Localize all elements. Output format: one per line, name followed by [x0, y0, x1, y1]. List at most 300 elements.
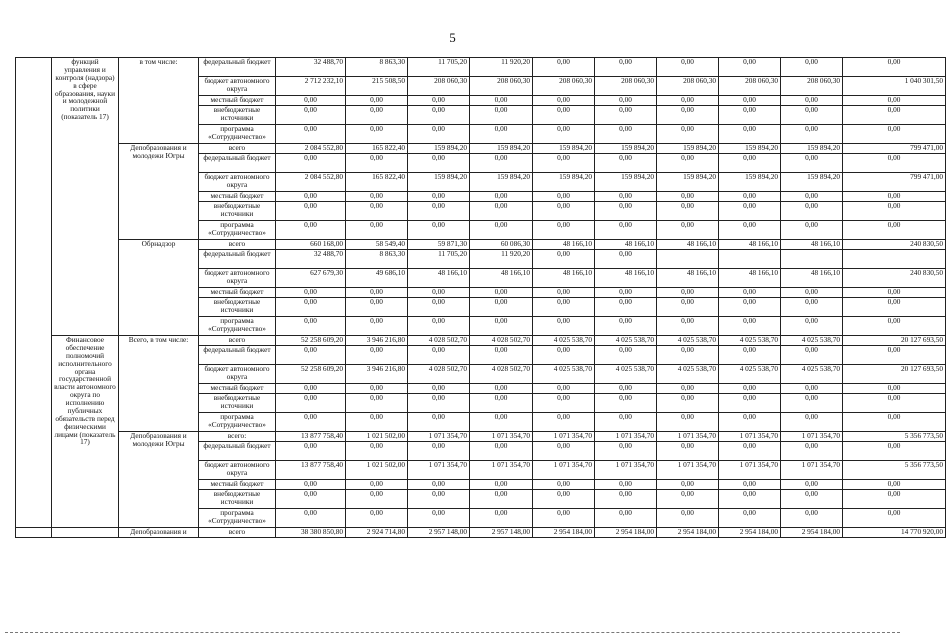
amount-cell: 0,00 [657, 154, 719, 173]
executor-cell: Депобразования и [119, 528, 199, 538]
amount-cell: 1 071 354,70 [781, 461, 843, 480]
amount-cell: 0,00 [657, 298, 719, 317]
amount-cell: 660 168,00 [276, 240, 346, 250]
amount-cell: 0,00 [843, 221, 946, 240]
amount-cell: 48 166,10 [657, 240, 719, 250]
amount-cell: 0,00 [408, 221, 470, 240]
amount-cell: 159 894,20 [657, 173, 719, 192]
amount-cell: 0,00 [408, 442, 470, 461]
amount-cell: 0,00 [346, 509, 408, 528]
amount-cell: 0,00 [595, 384, 657, 394]
amount-cell: 159 894,20 [533, 144, 595, 154]
amount-cell: 14 770 920,00 [843, 528, 946, 538]
amount-cell: 0,00 [719, 202, 781, 221]
amount-cell: 208 060,30 [595, 77, 657, 96]
amount-cell: 0,00 [657, 394, 719, 413]
amount-cell: 0,00 [276, 192, 346, 202]
amount-cell: 48 166,10 [533, 240, 595, 250]
amount-cell: 0,00 [657, 106, 719, 125]
funding-source-cell: всего [199, 144, 276, 154]
amount-cell: 0,00 [843, 202, 946, 221]
amount-cell: 0,00 [781, 96, 843, 106]
amount-cell: 0,00 [843, 288, 946, 298]
amount-cell: 0,00 [595, 394, 657, 413]
amount-cell: 52 258 609,20 [276, 336, 346, 346]
amount-cell: 0,00 [595, 413, 657, 432]
amount-cell: 0,00 [657, 288, 719, 298]
amount-cell: 0,00 [408, 490, 470, 509]
amount-cell: 0,00 [719, 442, 781, 461]
amount-cell: 0,00 [533, 509, 595, 528]
amount-cell: 0,00 [843, 346, 946, 365]
activity-name-cell: Финансовое обеспечение полномочий исполнительного органа государственной власти автономного округа по исполнению публичных обязательств перед физическими лицами (показатель 17) [52, 336, 119, 528]
amount-cell: 0,00 [346, 125, 408, 144]
amount-cell: 0,00 [346, 202, 408, 221]
amount-cell: 240 830,50 [843, 240, 946, 250]
amount-cell: 0,00 [533, 221, 595, 240]
amount-cell: 0,00 [533, 480, 595, 490]
amount-cell: 1 071 354,70 [595, 432, 657, 442]
amount-cell: 48 166,10 [408, 269, 470, 288]
amount-cell: 0,00 [408, 413, 470, 432]
amount-cell: 0,00 [781, 202, 843, 221]
amount-cell: 0,00 [408, 384, 470, 394]
amount-cell: 0,00 [595, 106, 657, 125]
amount-cell: 0,00 [533, 125, 595, 144]
amount-cell: 4 025 538,70 [657, 336, 719, 346]
amount-cell: 0,00 [533, 442, 595, 461]
amount-cell: 0,00 [276, 413, 346, 432]
amount-cell: 0,00 [595, 317, 657, 336]
amount-cell: 159 894,20 [781, 144, 843, 154]
amount-cell: 0,00 [843, 480, 946, 490]
amount-cell: 0,00 [657, 442, 719, 461]
amount-cell: 0,00 [346, 154, 408, 173]
amount-cell: 0,00 [276, 154, 346, 173]
amount-cell: 0,00 [408, 202, 470, 221]
amount-cell: 1 071 354,70 [781, 432, 843, 442]
amount-cell: 1 071 354,70 [533, 432, 595, 442]
funding-source-cell: внебюджетные источники [199, 394, 276, 413]
amount-cell: 0,00 [719, 509, 781, 528]
funding-source-cell: бюджет автономного округа [199, 77, 276, 96]
amount-cell: 0,00 [843, 298, 946, 317]
amount-cell: 0,00 [843, 154, 946, 173]
amount-cell: 0,00 [781, 413, 843, 432]
amount-cell: 58 549,40 [346, 240, 408, 250]
amount-cell: 60 086,30 [470, 240, 533, 250]
executor-cell: Обрнадзор [119, 240, 199, 336]
amount-cell: 0,00 [470, 394, 533, 413]
amount-cell: 0,00 [719, 221, 781, 240]
amount-cell: 0,00 [470, 384, 533, 394]
amount-cell: 0,00 [781, 384, 843, 394]
amount-cell: 0,00 [346, 192, 408, 202]
amount-cell: 0,00 [781, 298, 843, 317]
amount-cell: 0,00 [408, 125, 470, 144]
amount-cell: 0,00 [470, 154, 533, 173]
amount-cell: 0,00 [843, 96, 946, 106]
amount-cell: 0,00 [719, 413, 781, 432]
amount-cell: 0,00 [595, 442, 657, 461]
amount-cell: 0,00 [533, 202, 595, 221]
amount-cell: 0,00 [470, 317, 533, 336]
amount-cell: 0,00 [781, 154, 843, 173]
amount-cell: 0,00 [533, 250, 595, 269]
amount-cell: 0,00 [470, 125, 533, 144]
amount-cell: 0,00 [595, 346, 657, 365]
amount-cell: 0,00 [470, 413, 533, 432]
funding-source-cell: внебюджетные источники [199, 490, 276, 509]
amount-cell: 0,00 [276, 480, 346, 490]
amount-cell: 59 871,30 [408, 240, 470, 250]
funding-source-cell: внебюджетные источники [199, 106, 276, 125]
amount-cell: 0,00 [657, 480, 719, 490]
funding-source-cell: федеральный бюджет [199, 58, 276, 77]
amount-cell: 0,00 [276, 442, 346, 461]
amount-cell: 0,00 [276, 106, 346, 125]
amount-cell: 0,00 [719, 106, 781, 125]
amount-cell: 1 071 354,70 [657, 432, 719, 442]
amount-cell: 0,00 [595, 509, 657, 528]
amount-cell: 0,00 [470, 192, 533, 202]
amount-cell: 0,00 [843, 192, 946, 202]
amount-cell: 0,00 [719, 298, 781, 317]
amount-cell: 0,00 [533, 346, 595, 365]
funding-source-cell: местный бюджет [199, 192, 276, 202]
amount-cell: 2 957 148,00 [470, 528, 533, 538]
funding-source-cell: программа «Сотрудничество» [199, 509, 276, 528]
funding-source-cell: программа «Сотрудничество» [199, 221, 276, 240]
amount-cell: 208 060,30 [408, 77, 470, 96]
amount-cell: 0,00 [657, 202, 719, 221]
amount-cell: 4 028 502,70 [408, 365, 470, 384]
amount-cell: 0,00 [657, 96, 719, 106]
executor-cell: Депобразования и молодежи Югры [119, 144, 199, 240]
amount-cell: 32 488,70 [276, 58, 346, 77]
amount-cell: 0,00 [719, 346, 781, 365]
amount-cell: 0,00 [470, 288, 533, 298]
amount-cell: 0,00 [533, 413, 595, 432]
amount-cell: 0,00 [595, 490, 657, 509]
amount-cell: 0,00 [781, 509, 843, 528]
funding-source-cell: бюджет автономного округа [199, 173, 276, 192]
amount-cell: 1 071 354,70 [595, 461, 657, 480]
amount-cell: 4 025 538,70 [533, 365, 595, 384]
amount-cell: 0,00 [719, 58, 781, 77]
amount-cell: 0,00 [843, 413, 946, 432]
amount-cell: 0,00 [657, 192, 719, 202]
amount-cell: 0,00 [533, 384, 595, 394]
amount-cell: 1 021 502,00 [346, 432, 408, 442]
amount-cell: 4 025 538,70 [719, 336, 781, 346]
amount-cell: 3 946 216,80 [346, 365, 408, 384]
page-number: 5 [449, 30, 456, 45]
amount-cell: 0,00 [470, 490, 533, 509]
funding-source-cell: внебюджетные источники [199, 202, 276, 221]
funding-source-cell: программа «Сотрудничество» [199, 125, 276, 144]
amount-cell: 0,00 [595, 221, 657, 240]
funding-source-cell: местный бюджет [199, 288, 276, 298]
amount-cell: 0,00 [470, 202, 533, 221]
amount-cell [719, 250, 781, 269]
amount-cell: 0,00 [346, 394, 408, 413]
amount-cell: 0,00 [781, 317, 843, 336]
amount-cell: 0,00 [595, 125, 657, 144]
amount-cell: 0,00 [843, 317, 946, 336]
amount-cell: 48 166,10 [657, 269, 719, 288]
amount-cell: 0,00 [781, 442, 843, 461]
amount-cell: 0,00 [657, 413, 719, 432]
amount-cell: 0,00 [781, 288, 843, 298]
amount-cell: 0,00 [408, 346, 470, 365]
amount-cell: 0,00 [533, 96, 595, 106]
amount-cell: 0,00 [276, 346, 346, 365]
amount-cell: 8 863,30 [346, 250, 408, 269]
amount-cell: 0,00 [346, 106, 408, 125]
amount-cell: 13 877 758,40 [276, 432, 346, 442]
amount-cell: 5 356 773,50 [843, 432, 946, 442]
amount-cell: 0,00 [346, 317, 408, 336]
amount-cell: 4 028 502,70 [470, 365, 533, 384]
funding-source-cell: федеральный бюджет [199, 250, 276, 269]
item-number-cell [16, 58, 52, 528]
amount-cell: 0,00 [719, 490, 781, 509]
executor-cell: Депобразования и молодежи Югры [119, 432, 199, 528]
amount-cell: 11 705,20 [408, 250, 470, 269]
amount-cell: 0,00 [276, 384, 346, 394]
amount-cell: 0,00 [408, 317, 470, 336]
amount-cell: 1 071 354,70 [470, 432, 533, 442]
amount-cell: 0,00 [470, 509, 533, 528]
amount-cell: 215 508,50 [346, 77, 408, 96]
amount-cell: 8 863,30 [346, 58, 408, 77]
amount-cell: 0,00 [781, 58, 843, 77]
amount-cell: 159 894,20 [657, 144, 719, 154]
amount-cell: 4 028 502,70 [408, 336, 470, 346]
amount-cell: 0,00 [533, 192, 595, 202]
amount-cell: 0,00 [346, 442, 408, 461]
amount-cell: 0,00 [470, 442, 533, 461]
amount-cell: 0,00 [533, 154, 595, 173]
amount-cell: 2 957 148,00 [408, 528, 470, 538]
funding-source-cell: программа «Сотрудничество» [199, 317, 276, 336]
amount-cell: 0,00 [843, 58, 946, 77]
amount-cell: 0,00 [719, 394, 781, 413]
amount-cell: 0,00 [533, 58, 595, 77]
amount-cell: 2 954 184,00 [781, 528, 843, 538]
funding-source-cell: федеральный бюджет [199, 154, 276, 173]
amount-cell: 0,00 [719, 96, 781, 106]
amount-cell: 20 127 693,50 [843, 365, 946, 384]
amount-cell: 0,00 [843, 125, 946, 144]
amount-cell: 208 060,30 [719, 77, 781, 96]
amount-cell: 0,00 [346, 221, 408, 240]
funding-source-cell: программа «Сотрудничество» [199, 413, 276, 432]
amount-cell: 0,00 [408, 394, 470, 413]
executor-cell: Всего, в том числе: [119, 336, 199, 432]
amount-cell: 0,00 [657, 125, 719, 144]
amount-cell: 0,00 [276, 509, 346, 528]
amount-cell: 0,00 [346, 346, 408, 365]
amount-cell: 2 084 552,80 [276, 144, 346, 154]
amount-cell: 627 679,30 [276, 269, 346, 288]
amount-cell: 0,00 [781, 221, 843, 240]
amount-cell: 0,00 [276, 317, 346, 336]
amount-cell: 0,00 [346, 288, 408, 298]
amount-cell: 0,00 [595, 480, 657, 490]
amount-cell: 0,00 [719, 192, 781, 202]
amount-cell: 0,00 [595, 58, 657, 77]
item-number-cell [16, 528, 52, 538]
funding-source-cell: бюджет автономного округа [199, 365, 276, 384]
amount-cell: 4 028 502,70 [470, 336, 533, 346]
amount-cell: 49 686,10 [346, 269, 408, 288]
amount-cell: 11 920,20 [470, 58, 533, 77]
amount-cell: 2 954 184,00 [533, 528, 595, 538]
funding-source-cell: всего: [199, 432, 276, 442]
amount-cell: 0,00 [657, 509, 719, 528]
amount-cell: 4 025 538,70 [781, 365, 843, 384]
amount-cell: 0,00 [408, 480, 470, 490]
amount-cell: 0,00 [657, 346, 719, 365]
amount-cell: 0,00 [533, 394, 595, 413]
amount-cell: 159 894,20 [595, 173, 657, 192]
amount-cell: 240 830,50 [843, 269, 946, 288]
amount-cell: 0,00 [276, 221, 346, 240]
amount-cell: 1 071 354,70 [470, 461, 533, 480]
amount-cell: 0,00 [843, 490, 946, 509]
amount-cell: 52 258 609,20 [276, 365, 346, 384]
amount-cell: 1 071 354,70 [408, 432, 470, 442]
amount-cell: 0,00 [533, 490, 595, 509]
funding-source-cell: местный бюджет [199, 96, 276, 106]
amount-cell: 1 071 354,70 [533, 461, 595, 480]
funding-source-cell: бюджет автономного округа [199, 461, 276, 480]
amount-cell: 159 894,20 [533, 173, 595, 192]
funding-source-cell: бюджет автономного округа [199, 269, 276, 288]
amount-cell: 1 071 354,70 [719, 432, 781, 442]
activity-name-cell [52, 528, 119, 538]
amount-cell: 2 084 552,80 [276, 173, 346, 192]
amount-cell: 0,00 [657, 317, 719, 336]
table-row [16, 336, 946, 346]
amount-cell: 48 166,10 [595, 240, 657, 250]
amount-cell [657, 250, 719, 269]
activity-name-cell: функций управления и контроля (надзора) в сфере образования, науки и молодежной политики (показатель 17) [52, 58, 119, 336]
amount-cell: 0,00 [276, 394, 346, 413]
table-row [16, 240, 946, 250]
amount-cell: 0,00 [276, 96, 346, 106]
amount-cell: 0,00 [533, 288, 595, 298]
amount-cell: 0,00 [781, 394, 843, 413]
amount-cell: 0,00 [595, 154, 657, 173]
amount-cell: 3 946 216,80 [346, 336, 408, 346]
amount-cell [781, 250, 843, 269]
amount-cell: 0,00 [533, 106, 595, 125]
amount-cell: 0,00 [470, 346, 533, 365]
amount-cell: 38 380 850,80 [276, 528, 346, 538]
amount-cell: 0,00 [346, 298, 408, 317]
funding-source-cell: всего [199, 240, 276, 250]
amount-cell: 0,00 [719, 480, 781, 490]
funding-source-cell: федеральный бюджет [199, 442, 276, 461]
amount-cell: 1 071 354,70 [408, 461, 470, 480]
amount-cell: 0,00 [843, 394, 946, 413]
amount-cell: 0,00 [408, 192, 470, 202]
amount-cell: 2 954 184,00 [657, 528, 719, 538]
amount-cell: 0,00 [843, 384, 946, 394]
table-row [16, 432, 946, 442]
amount-cell: 0,00 [408, 298, 470, 317]
amount-cell: 4 025 538,70 [719, 365, 781, 384]
amount-cell: 0,00 [719, 288, 781, 298]
amount-cell: 0,00 [595, 288, 657, 298]
amount-cell: 208 060,30 [470, 77, 533, 96]
amount-cell: 0,00 [276, 288, 346, 298]
amount-cell: 159 894,20 [781, 173, 843, 192]
amount-cell: 0,00 [470, 106, 533, 125]
amount-cell: 0,00 [781, 106, 843, 125]
amount-cell: 165 822,40 [346, 173, 408, 192]
amount-cell: 165 822,40 [346, 144, 408, 154]
amount-cell: 32 488,70 [276, 250, 346, 269]
amount-cell: 11 920,20 [470, 250, 533, 269]
amount-cell: 1 021 502,00 [346, 461, 408, 480]
funding-source-cell: всего [199, 528, 276, 538]
amount-cell: 0,00 [657, 221, 719, 240]
amount-cell: 0,00 [843, 509, 946, 528]
amount-cell: 0,00 [408, 96, 470, 106]
amount-cell: 0,00 [781, 480, 843, 490]
amount-cell: 0,00 [408, 509, 470, 528]
amount-cell: 0,00 [595, 250, 657, 269]
amount-cell: 1 040 301,50 [843, 77, 946, 96]
amount-cell: 0,00 [843, 106, 946, 125]
amount-cell: 159 894,20 [719, 173, 781, 192]
amount-cell: 1 071 354,70 [719, 461, 781, 480]
amount-cell: 1 071 354,70 [657, 461, 719, 480]
amount-cell: 208 060,30 [781, 77, 843, 96]
amount-cell: 0,00 [346, 413, 408, 432]
amount-cell: 4 025 538,70 [657, 365, 719, 384]
table-row [16, 144, 946, 154]
amount-cell: 0,00 [781, 490, 843, 509]
amount-cell: 0,00 [276, 298, 346, 317]
amount-cell: 0,00 [470, 221, 533, 240]
amount-cell: 0,00 [595, 96, 657, 106]
amount-cell: 159 894,20 [719, 144, 781, 154]
executor-cell: в том числе: [119, 58, 199, 144]
amount-cell [843, 250, 946, 269]
amount-cell: 48 166,10 [719, 240, 781, 250]
amount-cell: 799 471,00 [843, 144, 946, 154]
amount-cell: 0,00 [781, 125, 843, 144]
funding-source-cell: местный бюджет [199, 384, 276, 394]
amount-cell: 159 894,20 [408, 144, 470, 154]
amount-cell: 159 894,20 [595, 144, 657, 154]
amount-cell: 0,00 [346, 96, 408, 106]
amount-cell: 208 060,30 [533, 77, 595, 96]
amount-cell: 0,00 [657, 384, 719, 394]
amount-cell: 48 166,10 [470, 269, 533, 288]
budget-table [15, 57, 946, 538]
amount-cell: 0,00 [657, 58, 719, 77]
amount-cell: 159 894,20 [470, 173, 533, 192]
amount-cell: 0,00 [595, 192, 657, 202]
amount-cell: 799 471,00 [843, 173, 946, 192]
amount-cell: 48 166,10 [719, 269, 781, 288]
